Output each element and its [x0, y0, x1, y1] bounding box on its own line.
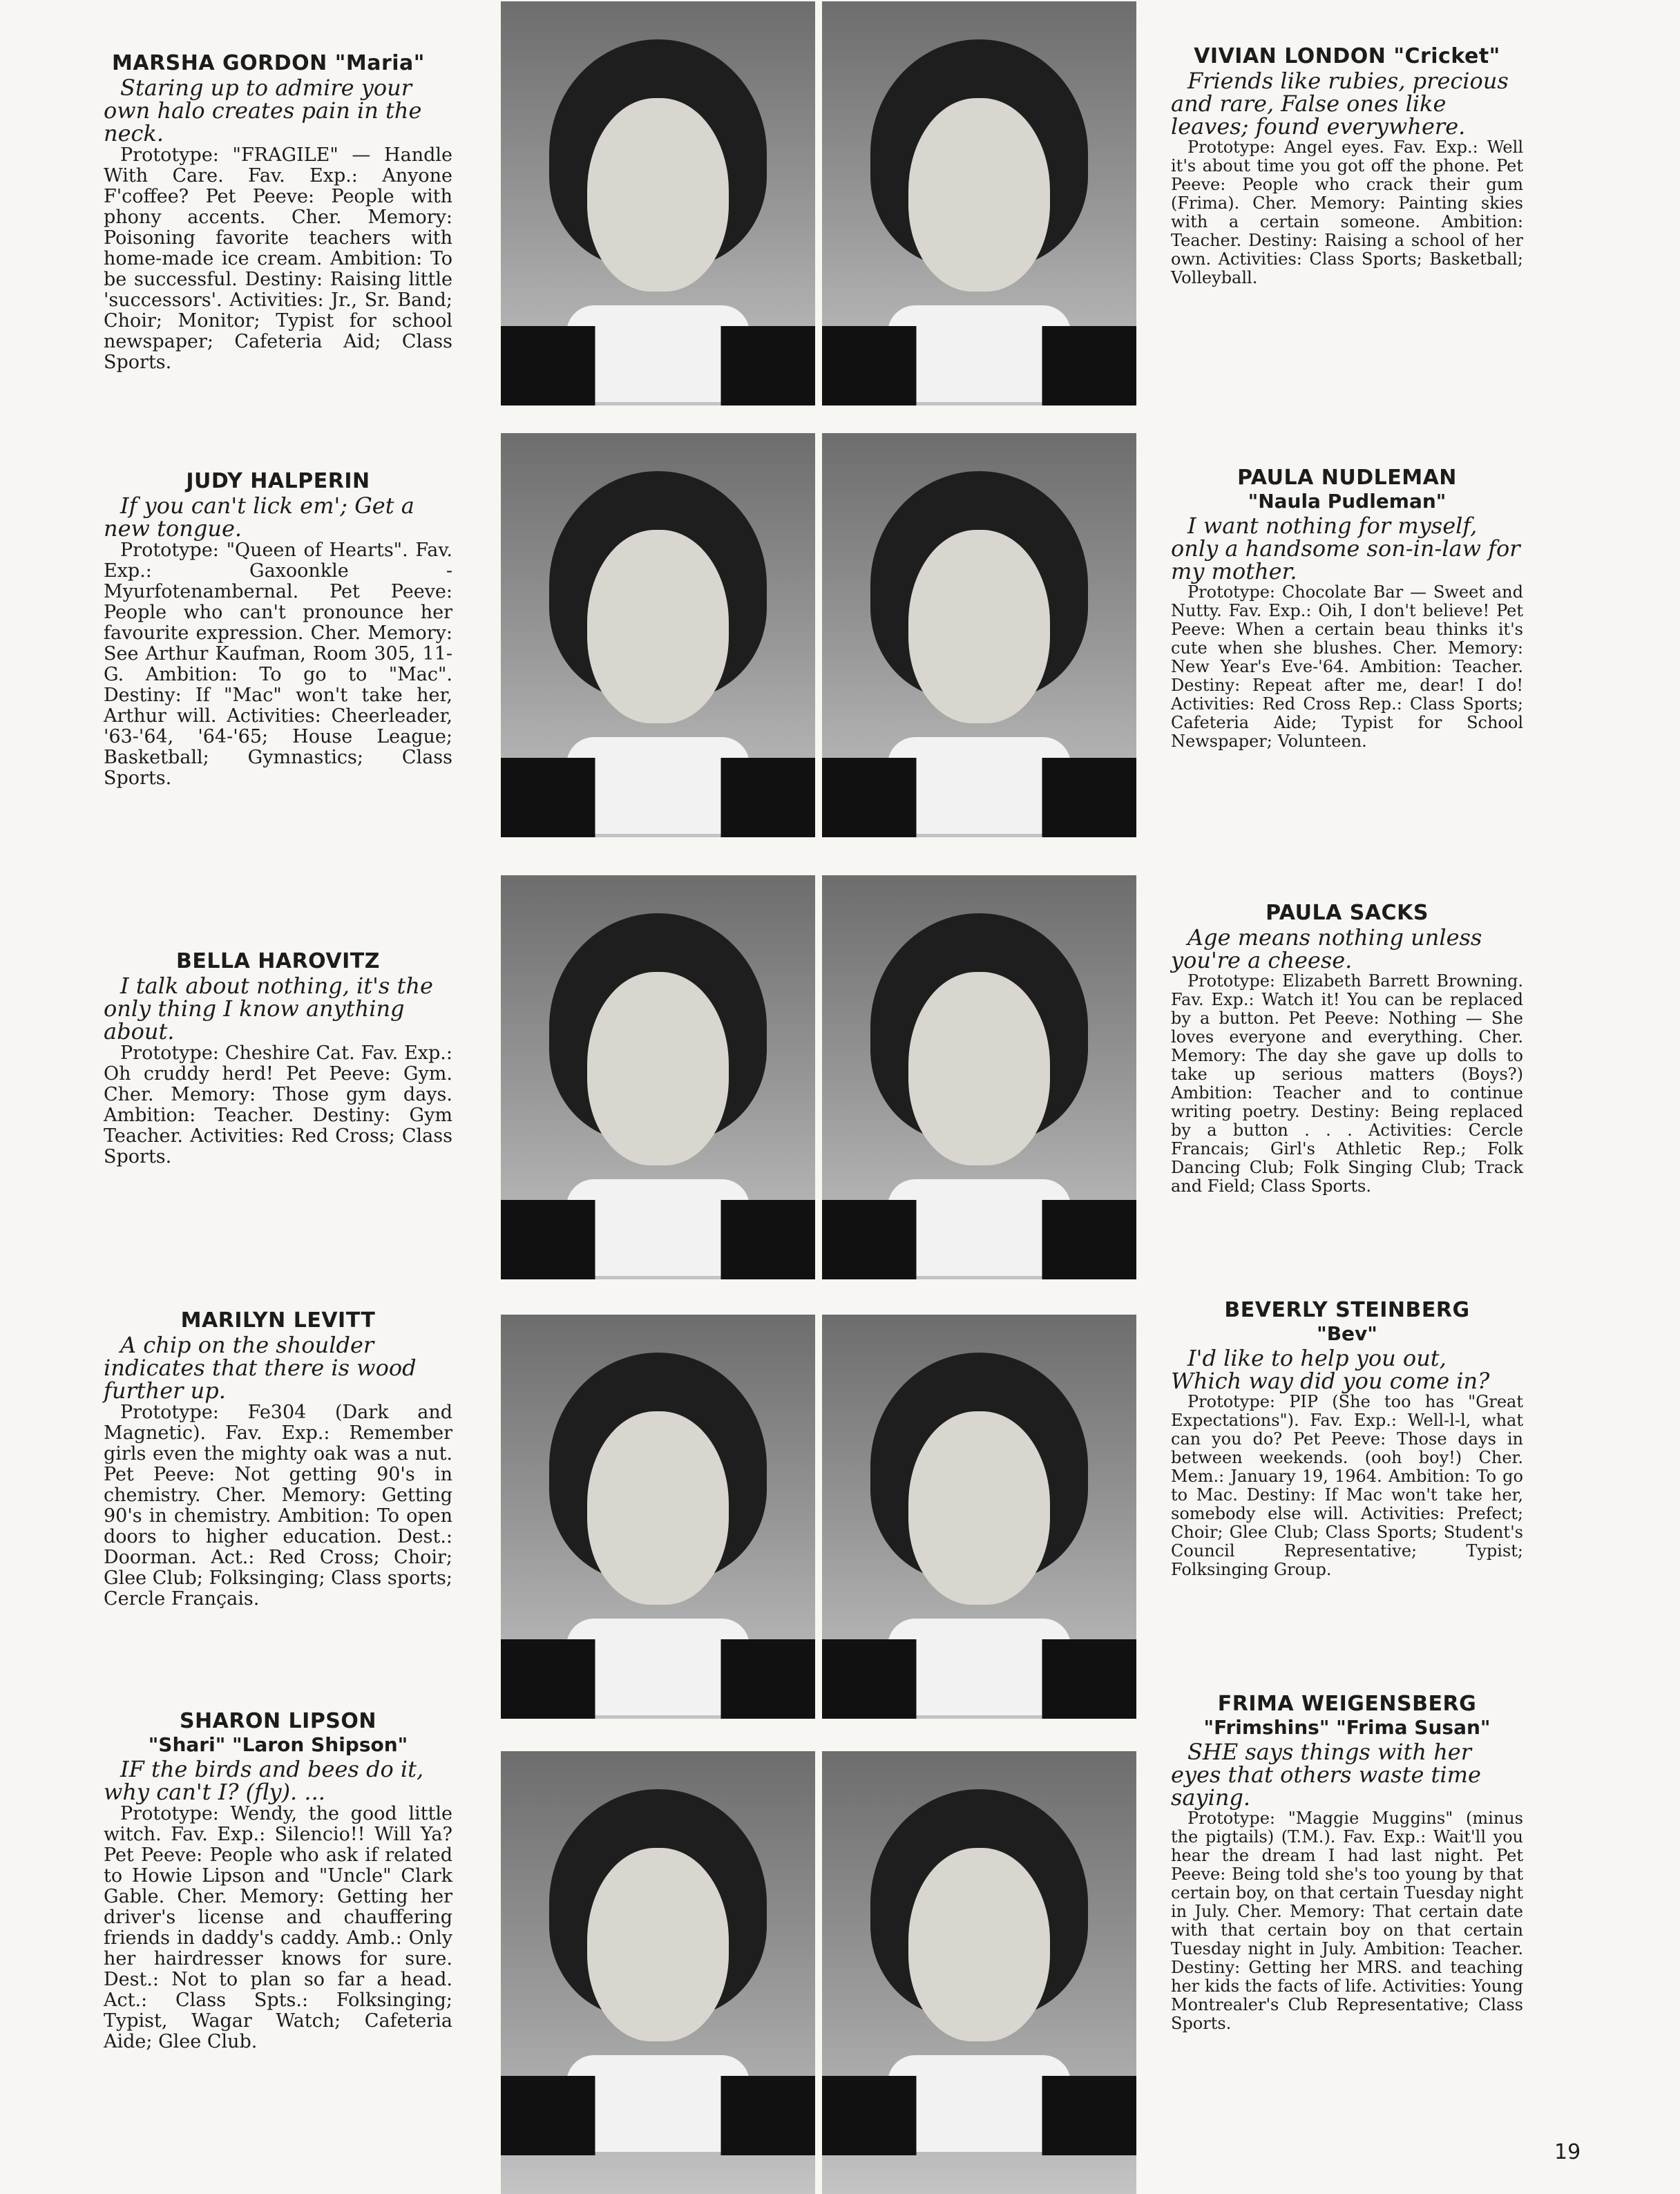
student-bio: Prototype: Cheshire Cat. Fav. Exp.: Oh cruddy herd! Pet Peeve: Gym. Cher. Memory: Those gym days. Ambition: Teacher. Destiny: Gym Teacher. Activities: Red Cross; Class Sports.	[104, 1042, 452, 1167]
student-photo	[822, 1751, 1136, 2194]
student-quote: A chip on the shoulder indicates that there is wood further up.	[104, 1332, 417, 1404]
page-number: 19	[1554, 2140, 1581, 2164]
entry-vivian-london	[1171, 45, 1523, 287]
student-bio: Prototype: Chocolate Bar — Sweet and Nutty. Fav. Exp.: Oih, I don't believe! Pet Peeve: When a certain beau thinks it's cute when she blushes. Cher. Memory: New Year's Eve-'64. Ambition: Teacher. Destiny: Repeat after me, dear! I do! Activities: Red Cross Rep.: Class Sports; Cafeteria Aide; Typist for School Newspaper; Volunteen.	[1171, 582, 1523, 751]
student-quote: Friends like rubies, precious and rare, False ones like leaves; found everywhere.	[1171, 68, 1509, 140]
student-quote: I want nothing for myself, only a handsome son-in-law for my mother.	[1171, 513, 1520, 584]
student-nickname: "Bev"	[1317, 1322, 1377, 1345]
entry-marsha-gordon	[104, 52, 452, 373]
student-quote: I'd like to help you out, Which way did you come in?	[1171, 1345, 1490, 1394]
student-name: JUDY HALPERIN	[186, 469, 370, 493]
entry-beverly-steinberg	[1171, 1299, 1523, 1579]
student-quote: I talk about nothing, it's the only thing I know anything about.	[104, 973, 433, 1044]
student-nickname: "Naula Pudleman"	[1248, 490, 1447, 513]
entry-bella-harovitz	[104, 950, 452, 1167]
student-photo	[501, 1751, 815, 2194]
student-name: BELLA HAROVITZ	[176, 949, 380, 973]
student-bio: Prototype: PIP (She too has "Great Expectations"). Fav. Exp.: Well-l-l, what can you do? Pet Peeve: Those days in between weekends. (ooh boy!) Cher. Mem.: January 19, 1964. Ambition: To go to Mac. Destiny: If Mac won't take her, somebody else will. Activities: Prefect; Choir; Glee Club; Class Sports; Student's Council Representative; Typist; Folksinging Group.	[1171, 1392, 1523, 1579]
entry-paula-nudleman	[1171, 466, 1523, 751]
student-quote: If you can't lick em'; Get a new tongue.	[104, 493, 414, 542]
entry-sharon-lipson	[104, 1710, 452, 2052]
student-nickname: "Shari" "Laron Shipson"	[148, 1733, 408, 1756]
student-photo	[822, 1, 1136, 406]
student-photo	[501, 433, 815, 837]
student-photo	[822, 1315, 1136, 1719]
entry-paula-sacks	[1171, 902, 1523, 1196]
student-nickname: "Frimshins" "Frima Susan"	[1203, 1716, 1491, 1739]
student-photo	[822, 433, 1136, 837]
student-name: VIVIAN LONDON "Cricket"	[1194, 44, 1500, 68]
student-quote: IF the birds and bees do it, why can't I? (fly). ...	[104, 1756, 424, 1805]
student-quote: Staring up to admire your own halo creates pain in the neck.	[104, 75, 422, 146]
student-quote: Age means nothing unless you're a cheese.	[1171, 924, 1482, 973]
student-photo	[501, 875, 815, 1279]
student-name: PAULA SACKS	[1266, 901, 1429, 925]
student-name: BEVERLY STEINBERG	[1224, 1298, 1470, 1322]
student-bio: Prototype: Fe304 (Dark and Magnetic). Fav. Exp.: Remember girls even the mighty oak was a nut. Pet Peeve: Not getting 90's in chemistry. Cher. Memory: Getting 90's in chemistry. Ambition: To open doors to higher education. Dest.: Doorman. Act.: Red Cross; Choir; Glee Club; Folksinging; Class sports; Cercle Français.	[104, 1402, 452, 1610]
student-quote: SHE says things with her eyes that others waste time saying.	[1171, 1739, 1481, 1811]
student-bio: Prototype: "FRAGILE" — Handle With Care. Fav. Exp.: Anyone F'coffee? Pet Peeve: People with phony accents. Cher. Memory: Poisoning favorite teachers with home-made ice cream. Ambition: To be successful. Destiny: Raising little 'successors'. Activities: Jr., Sr. Band; Choir; Monitor; Typist for school newspaper; Cafeteria Aid; Class Sports.	[104, 144, 452, 373]
student-name: MARILYN LEVITT	[180, 1308, 376, 1333]
student-photo	[822, 875, 1136, 1279]
student-name: SHARON LIPSON	[179, 1709, 377, 1733]
entry-frima-weigensberg	[1171, 1692, 1523, 2033]
student-name: PAULA NUDLEMAN	[1237, 466, 1457, 490]
student-bio: Prototype: "Queen of Hearts". Fav. Exp.: Gaxoonkle - Myurfotenambernal. Pet Peeve: People who can't pronounce her favourite expression. Cher. Memory: See Arthur Kaufman, Room 305, 11-G. Ambition: To go to "Mac". Destiny: If "Mac" won't take her, Arthur will. Activities: Cheerleader, '63-'64, '64-'65; House League; Basketball; Gymnastics; Class Sports.	[104, 540, 452, 789]
entry-marilyn-levitt	[104, 1309, 452, 1610]
student-name: MARSHA GORDON "Maria"	[112, 51, 425, 75]
student-photo	[501, 1, 815, 406]
student-bio: Prototype: Elizabeth Barrett Browning. Fav. Exp.: Watch it! You can be replaced by a button. Pet Peeve: Nothing — She loves everyone and everything. Cher. Memory: The day she gave up dolls to take up serious matters (Boys?) Ambition: Teacher and to continue writing poetry. Destiny: Being replaced by a button . . . Activities: Cercle Francais; Girl's Athletic Rep.; Folk Dancing Club; Folk Singing Club; Track and Field; Class Sports.	[1171, 971, 1523, 1196]
entry-judy-halperin	[104, 470, 452, 789]
student-name: FRIMA WEIGENSBERG	[1217, 1692, 1477, 1716]
student-bio: Prototype: Wendy, the good little witch. Fav. Exp.: Silencio!! Will Ya? Pet Peeve: People who ask if related to Howie Lipson and "Uncle" Clark Gable. Cher. Memory: Getting her driver's license and chauffering friends in daddy's caddy. Amb.: Only her hairdresser knows for sure. Dest.: Not to plan so far a head. Act.: Class Spts.: Folksinging; Typist, Wagar Watch; Cafeteria Aide; Glee Club.	[104, 1803, 452, 2052]
student-bio: Prototype: "Maggie Muggins" (minus the pigtails) (T.M.). Fav. Exp.: Wait'll you hear the dream I had last night. Pet Peeve: Being told she's too young by that certain boy, on that certain Tuesday night in July. Cher. Memory: That certain date with that certain boy on that certain Tuesday night in July. Ambition: Teacher. Destiny: Getting her MRS. and teaching her kids the facts of life. Activities: Young Montrealer's Club Representative; Class Sports.	[1171, 1809, 1523, 2033]
student-bio: Prototype: Angel eyes. Fav. Exp.: Well it's about time you got off the phone. Pet Peeve: People who crack their gum (Frima). Cher. Memory: Painting skies with a certain someone. Ambition: Teacher. Destiny: Raising a school of her own. Activities: Class Sports; Basketball; Volleyball.	[1171, 137, 1523, 287]
student-photo	[501, 1315, 815, 1719]
